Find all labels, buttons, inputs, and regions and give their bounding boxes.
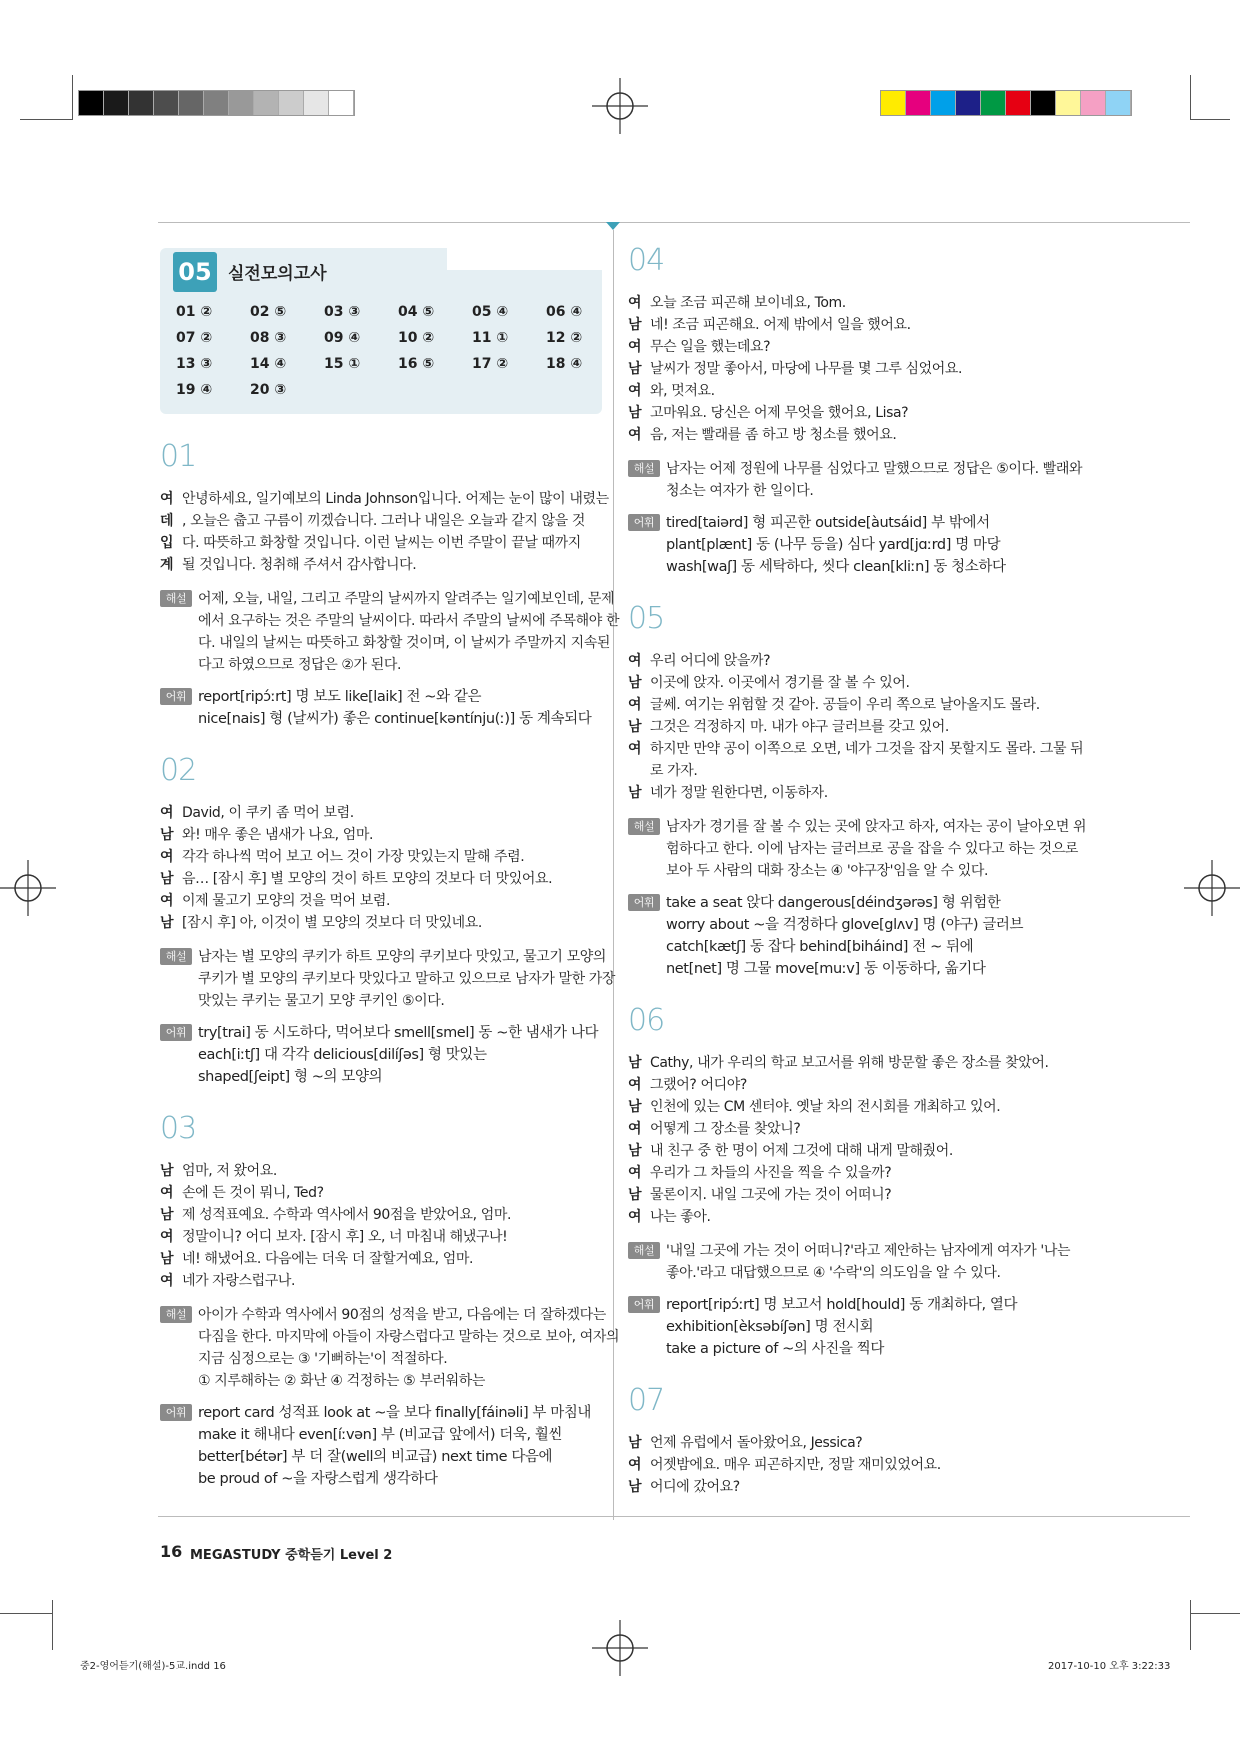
vocabulary-line: shaped[ʃeipt] 형 ~의 모양의 xyxy=(198,1069,383,1085)
vocabulary-line: net[net] 명 그물 move[muːv] 동 이동하다, 옮기다 xyxy=(666,961,986,977)
script-line xyxy=(160,1270,602,1292)
script-line xyxy=(628,314,1078,336)
script-text: 음, 저는 빨래를 좀 하고 방 청소를 했어요. xyxy=(650,427,897,443)
vocabulary-body xyxy=(666,512,1078,578)
script-line xyxy=(628,1052,1078,1074)
speaker-label: 남 xyxy=(628,1099,642,1115)
script-text: 내 친구 중 한 명이 어제 그것에 대해 내게 말해줬어. xyxy=(650,1143,953,1159)
explanation-body xyxy=(198,1304,619,1392)
explanation-line: 다. 내일의 날씨는 따뜻하고 화창할 것이며, 이 날씨가 주말까지 지속된 xyxy=(198,635,611,651)
script-text: 각각 하나씩 먹어 보고 어느 것이 가장 맛있는지 말해 주렴. xyxy=(182,849,525,865)
explanation-tag: 해설 xyxy=(160,590,192,607)
script-line xyxy=(628,1206,1078,1228)
script-text: 다. 따뜻하고 화창할 것입니다. 이런 날씨는 이번 주말이 끝날 때까지 xyxy=(182,535,581,551)
script-line xyxy=(160,868,602,890)
color-swatch xyxy=(956,91,981,115)
speaker-label: 남 xyxy=(160,1251,174,1267)
vocabulary-line: plant[plænt] 동 (나무 등을) 심다 yard[jɑːrd] 명 마당 xyxy=(666,537,1001,553)
question-03 xyxy=(160,1111,620,1490)
speaker-label: 데 xyxy=(160,513,174,529)
script-text: 안녕하세요, 일기예보의 Linda Johnson입니다. 어제는 눈이 많이 내렸는 xyxy=(182,491,609,507)
vocabulary-body xyxy=(198,686,602,730)
script-block xyxy=(628,1052,1078,1228)
registration-mark-icon xyxy=(592,1620,648,1676)
explanation-line: 청소는 여자가 한 일이다. xyxy=(666,483,814,499)
speaker-label: 남 xyxy=(628,675,642,691)
color-swatch xyxy=(1106,91,1131,115)
script-line xyxy=(160,488,609,510)
script-line xyxy=(160,802,602,824)
crop-mark xyxy=(1190,75,1191,120)
script-line xyxy=(628,1140,1078,1162)
speaker-label: 여 xyxy=(628,1165,642,1181)
vocabulary xyxy=(628,1294,1078,1360)
script-line xyxy=(628,1074,1078,1096)
speaker-label: 여 xyxy=(160,849,174,865)
explanation-tag: 해설 xyxy=(628,1242,660,1259)
vocabulary-tag: 어휘 xyxy=(628,514,660,531)
page-number: 16 xyxy=(160,1542,183,1561)
explanation-line: 좋아.'라고 대답했으므로 ④ '수락'의 의도임을 알 수 있다. xyxy=(666,1265,1001,1281)
script-text: 무슨 일을 했는데요? xyxy=(650,339,771,355)
script-line xyxy=(628,1162,1078,1184)
vocabulary-line: take a picture of ~의 사진을 찍다 xyxy=(666,1341,884,1357)
crop-mark xyxy=(20,119,72,120)
script-line xyxy=(628,760,1078,782)
script-line xyxy=(628,650,1078,672)
script-text: 날씨가 정말 좋아서, 마당에 나무를 몇 그루 심었어요. xyxy=(650,361,963,377)
explanation-body xyxy=(198,946,615,1012)
script-line xyxy=(160,532,602,554)
speaker-label: 여 xyxy=(160,1273,174,1289)
registration-mark-icon xyxy=(1184,860,1240,916)
answer-item: 18 ④ xyxy=(546,356,583,372)
script-text: 엄마, 저 왔어요. xyxy=(182,1163,277,1179)
answer-item: 08 ③ xyxy=(250,330,287,346)
speaker-label: 남 xyxy=(628,1143,642,1159)
speaker-label: 여 xyxy=(160,1185,174,1201)
speaker-label: 남 xyxy=(628,1055,642,1071)
print-timestamp: 2017-10-10 오후 3:22:33 xyxy=(1048,1661,1171,1672)
vocabulary-line: report card 성적표 look at ~을 보다 finally[fáinəli] 부 마침내 xyxy=(198,1405,592,1421)
script-line xyxy=(628,402,1078,424)
question-number: 02 xyxy=(160,753,197,788)
speaker-label: 남 xyxy=(628,405,642,421)
explanation-line: 다고 하였으므로 정답은 ②가 된다. xyxy=(198,657,402,673)
script-text: [잠시 후] 아, 이것이 별 모양의 것보다 더 맛있네요. xyxy=(182,915,482,931)
explanation xyxy=(160,946,616,1012)
speaker-label: 여 xyxy=(628,1457,642,1473)
script-block xyxy=(628,292,1078,446)
script-line xyxy=(628,292,1078,314)
script-block xyxy=(628,1432,1078,1498)
vocabulary-tag: 어휘 xyxy=(160,688,192,705)
vocabulary-line: worry about ~을 걱정하다 glove[glʌv] 명 (야구) 글러브 xyxy=(666,917,1024,933)
vocabulary xyxy=(628,892,1078,980)
speaker-label: 남 xyxy=(160,1163,174,1179)
explanation xyxy=(628,458,1083,502)
registration-mark-icon xyxy=(592,78,648,134)
answer-item: 14 ④ xyxy=(250,356,287,372)
crop-mark xyxy=(52,1600,53,1650)
vocabulary-tag: 어휘 xyxy=(628,1296,660,1313)
question-07 xyxy=(628,1384,1078,1498)
vocabulary-body xyxy=(198,1022,602,1088)
explanation-line: 험하다고 한다. 이에 남자는 글러브로 공을 잡을 수 있다고 하는 것으로 xyxy=(666,841,1079,857)
question-04 xyxy=(628,243,1083,578)
vocabulary-tag: 어휘 xyxy=(628,894,660,911)
answer-item: 05 ④ xyxy=(472,304,509,320)
script-line xyxy=(160,912,602,934)
answer-item: 03 ③ xyxy=(324,304,361,320)
script-text: 어떻게 그 장소를 찾았니? xyxy=(650,1121,801,1137)
script-line xyxy=(628,1118,1078,1140)
answer-item: 16 ⑤ xyxy=(398,356,435,372)
crop-mark xyxy=(72,75,73,120)
script-line xyxy=(628,672,1078,694)
explanation-line: 어제, 오늘, 내일, 그리고 주말의 날씨까지 알려주는 일기예보인데, 문제 xyxy=(198,591,615,607)
question-number: 07 xyxy=(628,1383,665,1418)
explanation-body xyxy=(666,458,1082,502)
script-line xyxy=(628,336,1078,358)
vocabulary-body xyxy=(666,892,1078,980)
script-text: 이곳에 앉자. 이곳에서 경기를 잘 볼 수 있어. xyxy=(650,675,910,691)
question-number: 01 xyxy=(160,439,197,474)
left-column xyxy=(160,426,620,1490)
script-line xyxy=(160,1204,602,1226)
question-01 xyxy=(160,439,620,730)
answer-item: 19 ④ xyxy=(176,382,213,398)
speaker-label: 여 xyxy=(160,893,174,909)
answer-item: 07 ② xyxy=(176,330,213,346)
speaker-label: 여 xyxy=(628,741,642,757)
script-block xyxy=(628,650,1084,804)
answer-item: 10 ② xyxy=(398,330,435,346)
explanation-line: 에서 요구하는 것은 주말의 날씨이다. 따라서 주말의 날씨에 주목해야 한 xyxy=(198,613,620,629)
script-text: 음… [잠시 후] 별 모양의 것이 하트 모양의 것보다 더 맛있어요. xyxy=(182,871,553,887)
speaker-label: 입 xyxy=(160,535,174,551)
answer-item: 20 ③ xyxy=(250,382,287,398)
vocabulary-line: report[ripɔ́ːrt] 명 보도 like[laik] 전 ~와 같은 xyxy=(198,689,482,705)
speaker-label: 여 xyxy=(628,427,642,443)
explanation xyxy=(160,588,620,676)
vocabulary-tag: 어휘 xyxy=(160,1024,192,1041)
vocabulary xyxy=(160,686,602,730)
answer-key-box xyxy=(160,248,602,414)
gray-swatch xyxy=(279,91,304,115)
answer-item: 11 ① xyxy=(472,330,509,346)
script-line xyxy=(628,358,1078,380)
answer-item: 02 ⑤ xyxy=(250,304,287,320)
answer-key-box-notch xyxy=(447,248,603,270)
script-text: 네! 조금 피곤해요. 어제 밖에서 일을 했어요. xyxy=(650,317,911,333)
speaker-label: 남 xyxy=(628,317,642,333)
speaker-label: 여 xyxy=(628,295,642,311)
script-line xyxy=(628,694,1078,716)
script-text: 고마워요. 당신은 어제 무엇을 했어요, Lisa? xyxy=(650,405,909,421)
vocabulary-line: report[ripɔ́ːrt] 명 보고서 hold[hould] 동 개최하다, 열다 xyxy=(666,1297,1018,1313)
script-text: 제 성적표예요. 수학과 역사에서 90점을 받았어요, 엄마. xyxy=(182,1207,512,1223)
vocabulary-body xyxy=(198,1402,602,1490)
crop-mark xyxy=(1190,1613,1240,1614)
script-line xyxy=(160,1248,602,1270)
question-number: 06 xyxy=(628,1003,665,1038)
speaker-label: 남 xyxy=(160,827,174,843)
crop-mark xyxy=(0,1613,52,1614)
explanation-body xyxy=(666,1240,1078,1284)
answer-item: 15 ① xyxy=(324,356,361,372)
file-slug: 중2-영어듣기(해설)-5교.indd 16 xyxy=(80,1661,226,1672)
vocabulary-line: try[trai] 동 시도하다, 먹어보다 smell[smel] 동 ~한 냄새가 나다 xyxy=(198,1025,599,1041)
registration-mark-icon xyxy=(0,860,56,916)
answer-item: 12 ② xyxy=(546,330,583,346)
question-number: 05 xyxy=(628,601,665,636)
script-text: 네가 정말 원한다면, 이동하자. xyxy=(650,785,828,801)
question-06 xyxy=(628,1004,1078,1360)
script-text: 와, 멋져요. xyxy=(650,383,715,399)
answer-item: 17 ② xyxy=(472,356,509,372)
explanation-line: 쿠키가 별 모양의 쿠키보다 맛있다고 말하고 있으므로 남자가 말한 가장 xyxy=(198,971,616,987)
explanation-tag: 해설 xyxy=(160,948,192,965)
speaker-label: 남 xyxy=(628,719,642,735)
answer-item: 01 ② xyxy=(176,304,213,320)
script-text: 네가 자랑스럽구나. xyxy=(182,1273,296,1289)
gray-swatch xyxy=(104,91,129,115)
crop-mark xyxy=(1190,1600,1191,1650)
explanation-tag: 해설 xyxy=(628,460,660,477)
vocabulary-tag: 어휘 xyxy=(160,1404,192,1421)
speaker-label: 여 xyxy=(628,1077,642,1093)
script-text: 그랬어? 어디야? xyxy=(650,1077,747,1093)
vocabulary xyxy=(160,1022,602,1088)
color-swatch xyxy=(931,91,956,115)
color-swatch xyxy=(1031,91,1056,115)
script-text: Cathy, 내가 우리의 학교 보고서를 위해 방문할 좋은 장소를 찾았어. xyxy=(650,1055,1049,1071)
color-swatch xyxy=(1081,91,1106,115)
script-line xyxy=(160,846,602,868)
script-text: 오늘 조금 피곤해 보이네요, Tom. xyxy=(650,295,846,311)
script-line xyxy=(628,1454,1078,1476)
color-swatch xyxy=(906,91,931,115)
speaker-label: 남 xyxy=(160,915,174,931)
answer-item: 09 ④ xyxy=(324,330,361,346)
explanation-body xyxy=(198,588,619,676)
vocabulary-line: each[iːtʃ] 대 각각 delicious[dilíʃəs] 형 맛있는 xyxy=(198,1047,487,1063)
speaker-label: 남 xyxy=(628,1479,642,1495)
triangle-marker-icon xyxy=(606,222,620,230)
speaker-label: 계 xyxy=(160,557,174,573)
speaker-label: 남 xyxy=(160,871,174,887)
vocabulary-line: nice[nais] 형 (날씨가) 좋은 continue[kəntínju(ː)] 동 계속되다 xyxy=(198,711,592,727)
gray-swatch xyxy=(179,91,204,115)
explanation-line: 남자는 별 모양의 쿠키가 하트 모양의 쿠키보다 맛있고, 물고기 모양의 xyxy=(198,949,606,965)
script-line xyxy=(628,1096,1078,1118)
speaker-label: 남 xyxy=(628,1435,642,1451)
explanation xyxy=(628,1240,1078,1284)
color-swatch xyxy=(1006,91,1031,115)
script-text: 물론이지. 내일 그곳에 가는 것이 어떠니? xyxy=(650,1187,892,1203)
script-line xyxy=(160,510,602,532)
color-swatch xyxy=(881,91,906,115)
explanation-line: 남자는 어제 정원에 나무를 심었다고 말했으므로 정답은 ⑤이다. 빨래와 xyxy=(666,461,1083,477)
script-line xyxy=(628,738,1084,760)
script-text: 우리 어디에 앉을까? xyxy=(650,653,771,669)
script-text: 글쎄. 여기는 위험할 것 같아. 공들이 우리 쪽으로 날아올지도 몰라. xyxy=(650,697,1040,713)
script-text: 어젯밤에요. 매우 피곤하지만, 정말 재미있었어요. xyxy=(650,1457,941,1473)
vocabulary-line: catch[kætʃ] 동 잡다 behind[biháind] 전 ~ 뒤에 xyxy=(666,939,974,955)
script-text: 정말이니? 어디 보자. [잠시 후] 오, 너 마침내 해냈구나! xyxy=(182,1229,508,1245)
right-column xyxy=(628,243,1087,1498)
vocabulary-line: wash[waʃ] 동 세탁하다, 씻다 clean[kliːn] 동 청소하다 xyxy=(666,559,1006,575)
speaker-label: 남 xyxy=(160,1207,174,1223)
question-02 xyxy=(160,753,616,1088)
top-rule xyxy=(158,222,1190,223)
script-line xyxy=(628,716,1078,738)
explanation-body xyxy=(666,816,1086,882)
script-text: , 오늘은 춥고 구름이 끼겠습니다. 그러나 내일은 오늘과 같지 않을 것 xyxy=(182,513,585,529)
script-text: 될 것입니다. 청취해 주셔서 감사합니다. xyxy=(182,557,417,573)
script-line xyxy=(160,1226,602,1248)
explanation xyxy=(160,1304,620,1392)
script-text: 로 가자. xyxy=(650,763,698,779)
grayscale-color-bar xyxy=(78,90,355,116)
script-text: 와! 매우 좋은 냄새가 나요, 엄마. xyxy=(182,827,374,843)
explanation-line: ① 지루해하는 ② 화난 ④ 걱정하는 ⑤ 부러워하는 xyxy=(198,1373,485,1389)
answer-item: 13 ③ xyxy=(176,356,213,372)
explanation-line: 맛있는 쿠키는 물고기 모양 쿠키인 ⑤이다. xyxy=(198,993,445,1009)
script-text: 우리가 그 차들의 사진을 찍을 수 있을까? xyxy=(650,1165,892,1181)
script-line xyxy=(628,1476,1078,1498)
speaker-label: 여 xyxy=(628,1121,642,1137)
script-text: 그것은 걱정하지 마. 내가 야구 글러브를 갖고 있어. xyxy=(650,719,949,735)
explanation-line: '내일 그곳에 가는 것이 어떠니?'라고 제안하는 남자에게 여자가 '나는 xyxy=(666,1243,1071,1259)
speaker-label: 여 xyxy=(160,491,174,507)
gray-swatch xyxy=(79,91,104,115)
gray-swatch xyxy=(329,91,354,115)
script-line xyxy=(160,1160,602,1182)
explanation-line: 남자가 경기를 잘 볼 수 있는 곳에 앉자고 하자, 여자는 공이 날아오면 위 xyxy=(666,819,1087,835)
explanation-line: 보아 두 사람의 대화 장소는 ④ '야구장'임을 알 수 있다. xyxy=(666,863,989,879)
script-text: 손에 든 것이 뭐니, Ted? xyxy=(182,1185,324,1201)
script-line xyxy=(628,1184,1078,1206)
vocabulary xyxy=(160,1402,602,1490)
gray-swatch xyxy=(129,91,154,115)
gray-swatch xyxy=(229,91,254,115)
speaker-label: 남 xyxy=(628,785,642,801)
script-text: 어디에 갔어요? xyxy=(650,1479,740,1495)
answer-key-title: 실전모의고사 xyxy=(228,264,327,284)
script-block xyxy=(160,802,602,934)
vocabulary-line: make it 해내다 even[íːvən] 부 (비교급 앞에서) 더욱, 훨씬 xyxy=(198,1427,563,1443)
speaker-label: 여 xyxy=(628,339,642,355)
question-number: 03 xyxy=(160,1111,197,1146)
script-text: 네! 해냈어요. 다음에는 더욱 더 잘할거예요, 엄마. xyxy=(182,1251,474,1267)
vocabulary-line: exhibition[èksəbíʃən] 명 전시회 xyxy=(666,1319,874,1335)
script-line xyxy=(628,380,1078,402)
speaker-label: 남 xyxy=(628,361,642,377)
script-line xyxy=(160,890,602,912)
color-swatch xyxy=(1056,91,1081,115)
bottom-rule xyxy=(158,1516,1190,1517)
script-line xyxy=(160,554,602,576)
gray-swatch xyxy=(154,91,179,115)
script-line xyxy=(160,824,602,846)
speaker-label: 여 xyxy=(628,383,642,399)
script-line xyxy=(628,424,1078,446)
gray-swatch xyxy=(304,91,329,115)
script-text: 이제 물고기 모양의 것을 먹어 보렴. xyxy=(182,893,391,909)
vocabulary-line: be proud of ~을 자랑스럽게 생각하다 xyxy=(198,1471,438,1487)
script-line xyxy=(160,1182,602,1204)
crop-mark xyxy=(1190,119,1230,120)
script-line xyxy=(628,782,1078,804)
question-number: 04 xyxy=(628,243,665,278)
answer-item: 04 ⑤ xyxy=(398,304,435,320)
speaker-label: 여 xyxy=(628,697,642,713)
explanation-tag: 해설 xyxy=(628,818,660,835)
speaker-label: 여 xyxy=(160,1229,174,1245)
speaker-label: 여 xyxy=(628,1209,642,1225)
gray-swatch xyxy=(254,91,279,115)
vocabulary xyxy=(628,512,1078,578)
test-number-badge: 05 xyxy=(173,252,217,292)
process-color-bar xyxy=(880,90,1132,116)
script-text: 하지만 만약 공이 이쪽으로 오면, 네가 그것을 잡지 못할지도 몰라. 그물 뒤 xyxy=(650,741,1084,757)
gray-swatch xyxy=(204,91,229,115)
script-text: 나는 좋아. xyxy=(650,1209,711,1225)
script-text: 언제 유럽에서 돌아왔어요, Jessica? xyxy=(650,1435,863,1451)
color-swatch xyxy=(981,91,1006,115)
vocabulary-body xyxy=(666,1294,1078,1360)
explanation xyxy=(628,816,1087,882)
explanation-line: 아이가 수학과 역사에서 90점의 성적을 받고, 다음에는 더 잘하겠다는 xyxy=(198,1307,606,1323)
explanation-line: 지금 심정으로는 ③ '기뻐하는'이 적절하다. xyxy=(198,1351,448,1367)
speaker-label: 여 xyxy=(628,653,642,669)
explanation-tag: 해설 xyxy=(160,1306,192,1323)
speaker-label: 남 xyxy=(628,1187,642,1203)
explanation-line: 다짐을 한다. 마지막에 아들이 자랑스럽다고 말하는 것으로 보아, 여자의 xyxy=(198,1329,620,1345)
vocabulary-line: better[bétər] 부 더 잘(well의 비교급) next time 다음에 xyxy=(198,1449,553,1465)
answer-item: 06 ④ xyxy=(546,304,583,320)
vocabulary-line: take a seat 앉다 dangerous[déindʒərəs] 형 위험한 xyxy=(666,895,1001,911)
script-block xyxy=(160,1160,602,1292)
script-text: 인천에 있는 CM 센터야. 옛날 차의 전시회를 개최하고 있어. xyxy=(650,1099,1001,1115)
speaker-label: 여 xyxy=(160,805,174,821)
script-text: David, 이 쿠키 좀 먹어 보렴. xyxy=(182,805,354,821)
question-05 xyxy=(628,601,1087,980)
book-title: MEGASTUDY 중학듣기 Level 2 xyxy=(190,1548,393,1563)
script-line xyxy=(628,1432,1078,1454)
vocabulary-line: tired[taiərd] 형 피곤한 outside[àutsáid] 부 밖에서 xyxy=(666,515,990,531)
script-block xyxy=(160,488,609,576)
